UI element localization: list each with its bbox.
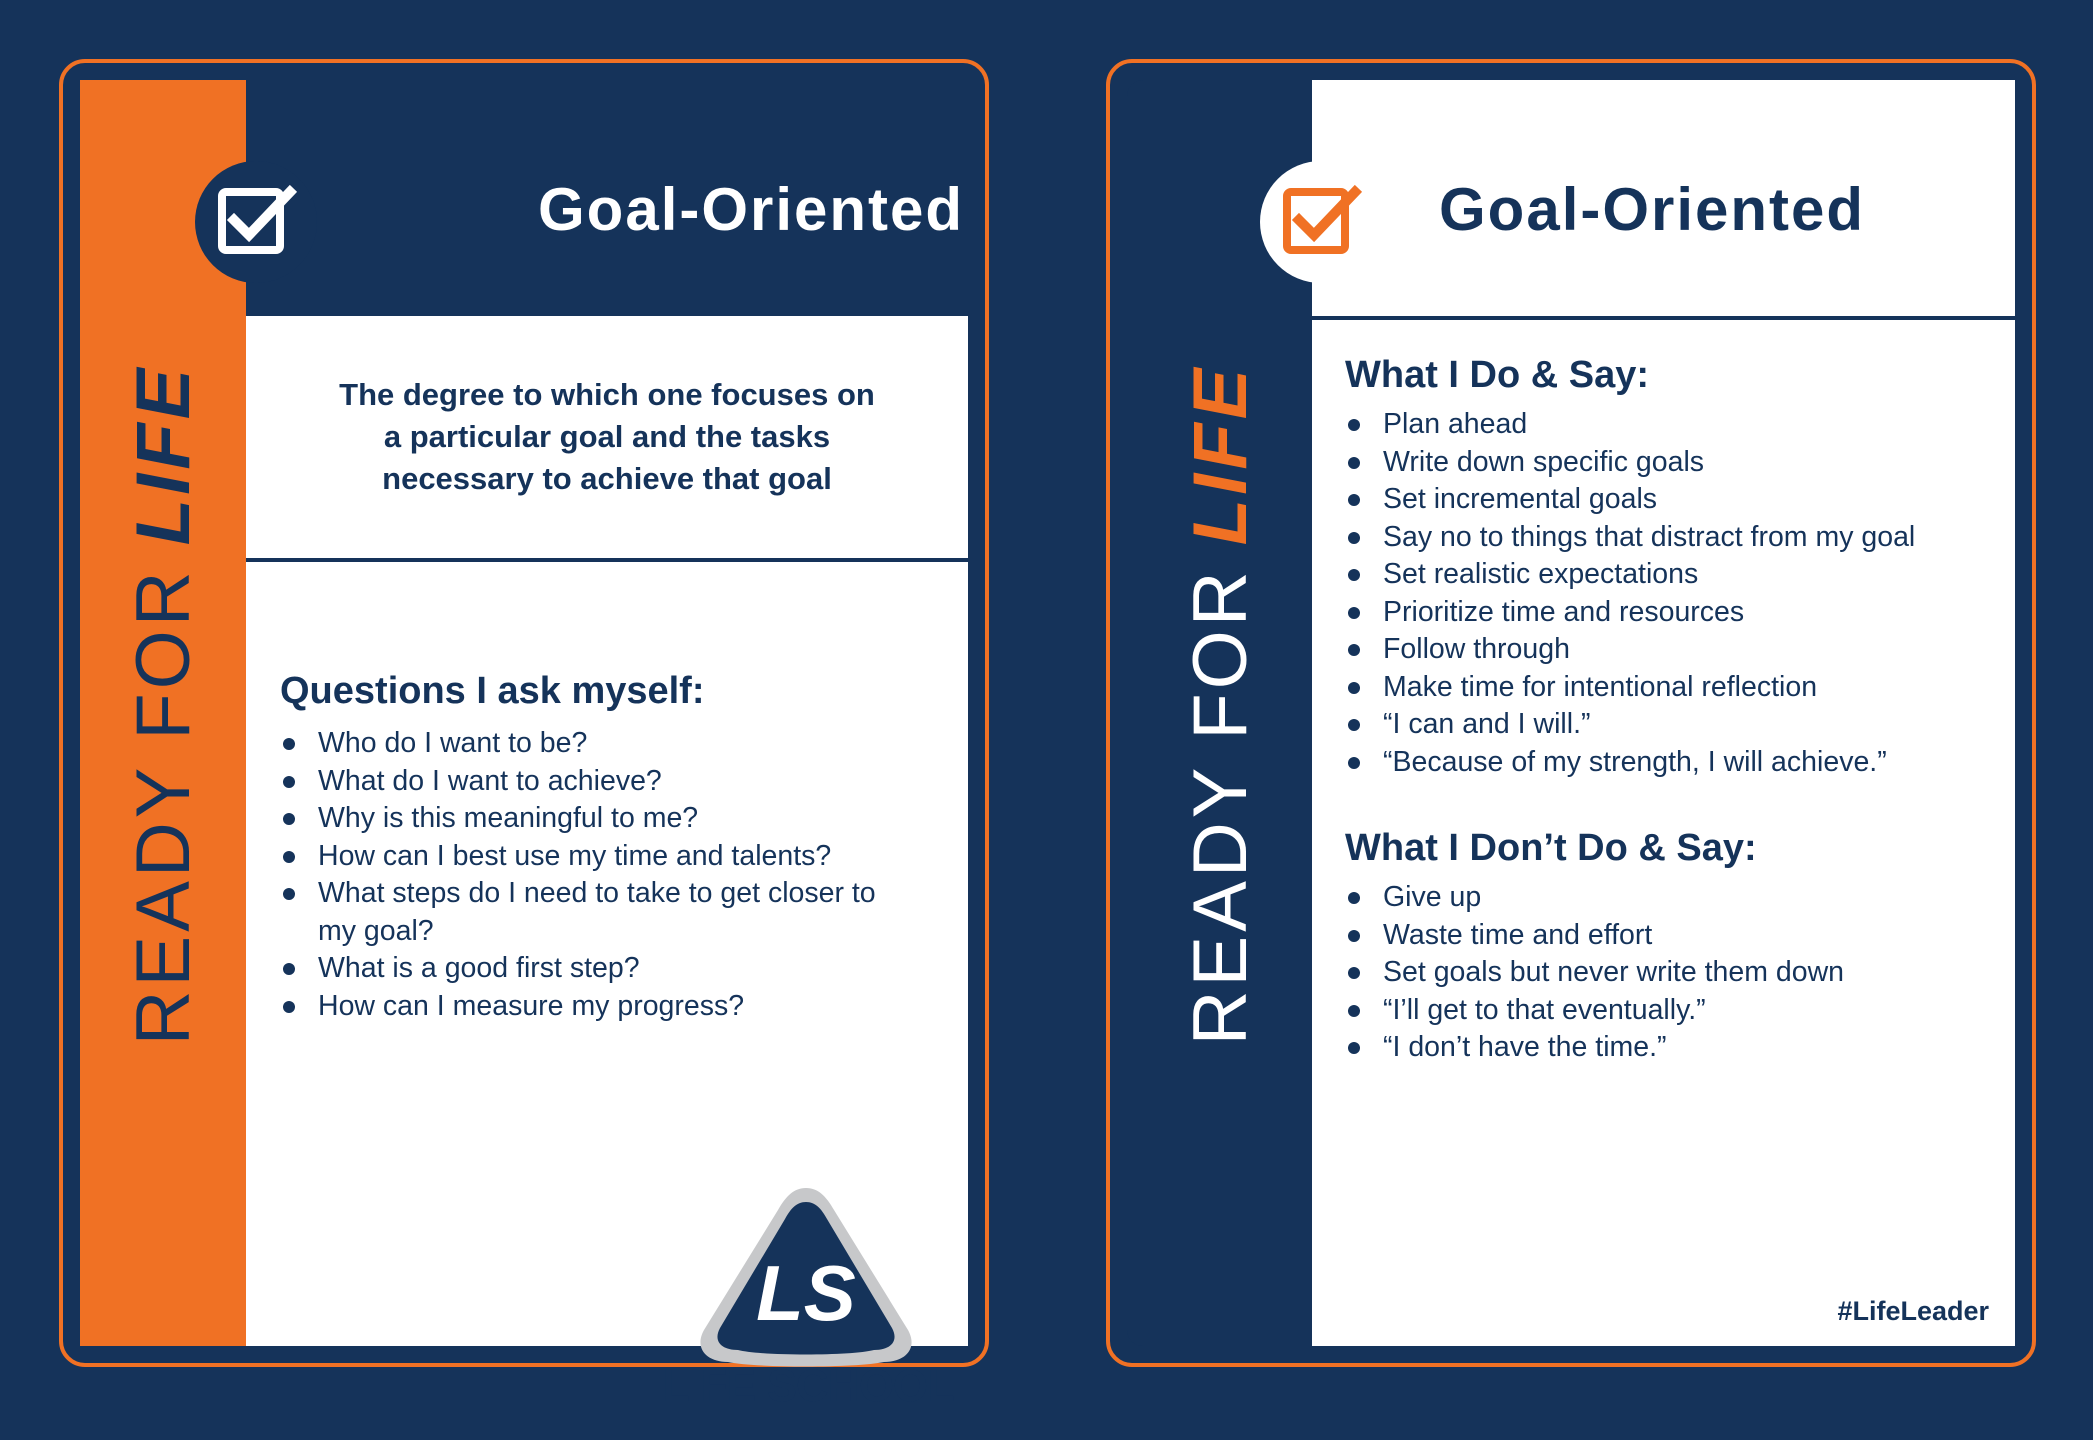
list-item: Why is this meaningful to me? (280, 800, 920, 838)
front-checkbox-badge (195, 161, 317, 283)
front-vertical-tagline (103, 255, 223, 1155)
do-heading: What I Do & Say: (1345, 354, 1650, 396)
checkbox-icon (216, 182, 296, 262)
logo-wordmark: LIFE SCHOOL (662, 1360, 954, 1411)
checkbox-icon (1281, 182, 1361, 262)
list-item: Set incremental goals (1345, 481, 2025, 519)
list-item: Make time for intentional reflection (1345, 669, 2025, 707)
front-card-inner (80, 80, 968, 1411)
list-item: Write down specific goals (1345, 444, 2025, 482)
list-item: “Because of my strength, I will achieve.” (1345, 744, 2025, 782)
dont-heading: What I Don’t Do & Say: (1345, 827, 1757, 869)
vertical-text-life: LIFE (1177, 364, 1263, 546)
list-item: What is a good first step? (280, 950, 920, 988)
hashtag: #LifeLeader (1837, 1296, 1989, 1326)
list-item: Plan ahead (1345, 406, 2025, 444)
list-item: What steps do I need to take to get closer to my goal? (280, 875, 920, 950)
back-checkbox-badge (1260, 161, 1382, 283)
vertical-text-ready-for: READY FOR (1177, 567, 1263, 1046)
front-header (246, 80, 968, 316)
list-item: What do I want to achieve? (280, 763, 920, 801)
list-item: Give up (1345, 879, 2025, 917)
do-list (1345, 406, 2025, 781)
back-header (1312, 80, 2015, 316)
list-item: How can I measure my progress? (280, 988, 920, 1026)
questions-list (280, 725, 920, 1025)
list-item: Waste time and effort (1345, 917, 2025, 955)
list-item: Set realistic expectations (1345, 556, 2025, 594)
back-vertical-tagline (1160, 255, 1280, 1155)
front-card (59, 59, 989, 1411)
front-description: The degree to which one focuses on a particular goal and the tasks necessary to achieve that goal (339, 377, 875, 496)
vertical-text-life: LIFE (120, 364, 206, 546)
questions-heading: Questions I ask myself: (280, 670, 705, 712)
front-body (246, 562, 968, 1411)
back-title: Goal-Oriented (1439, 176, 1866, 243)
list-item: Prioritize time and resources (1345, 594, 2025, 632)
back-card (1106, 59, 2036, 1367)
back-body (1312, 320, 2015, 1346)
front-title: Goal-Oriented (538, 176, 965, 243)
list-item: “I don’t have the time.” (1345, 1029, 2025, 1067)
list-item: How can I best use my time and talents? (280, 838, 920, 876)
list-item: Say no to things that distract from my goal (1345, 519, 2025, 557)
list-item: Follow through (1345, 631, 2025, 669)
list-item: “I’ll get to that eventually.” (1345, 992, 2025, 1030)
back-card-inner (1127, 80, 2015, 1346)
front-description-panel (246, 316, 968, 558)
dont-list (1345, 879, 2025, 1067)
logo-initials: LS (756, 1249, 856, 1337)
list-item: “I can and I will.” (1345, 706, 2025, 744)
vertical-text-ready-for: READY FOR (120, 567, 206, 1046)
list-item: Who do I want to be? (280, 725, 920, 763)
list-item: Set goals but never write them down (1345, 954, 2025, 992)
